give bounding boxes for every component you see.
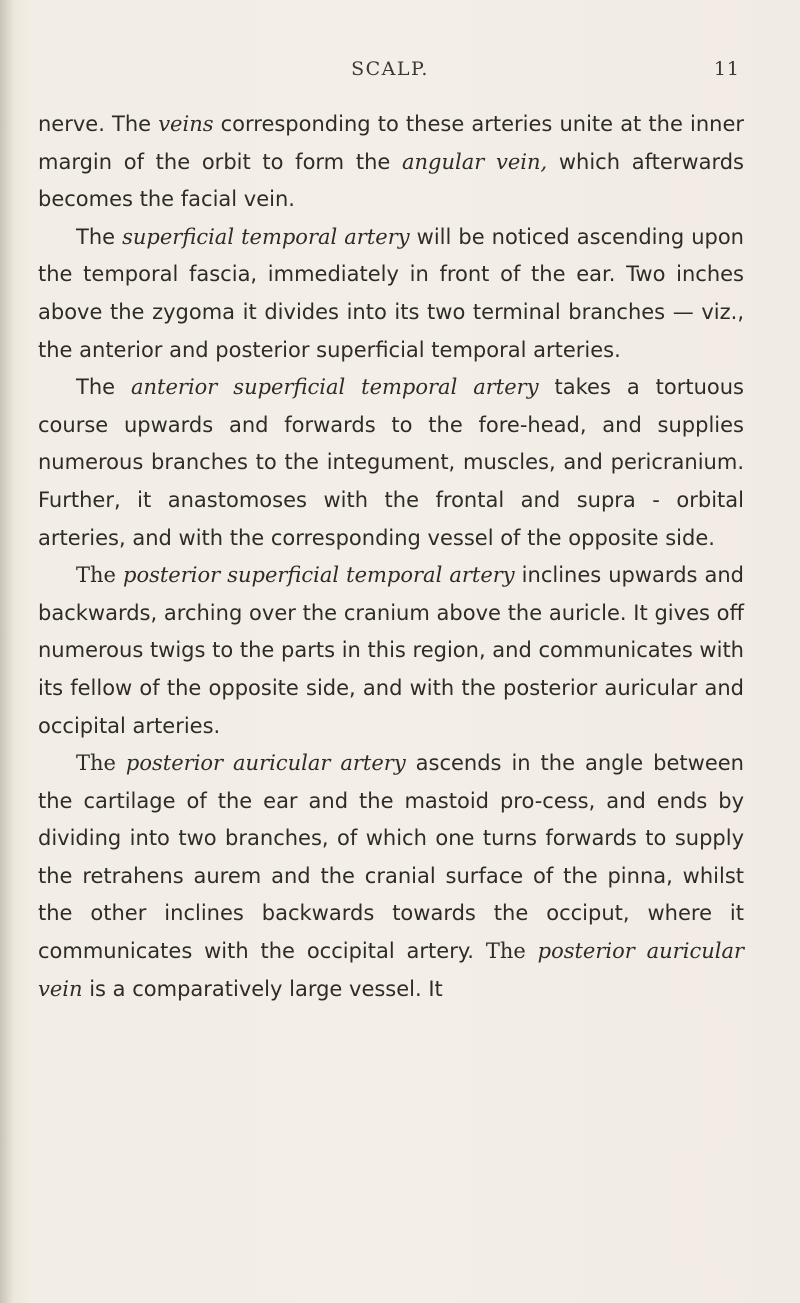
text-run: The [76, 224, 123, 249]
paragraph-5 [38, 745, 744, 1008]
text-run: which afterwards becomes the facial vein. [38, 149, 744, 212]
italic-term: angular vein, [401, 149, 548, 174]
paragraph-2 [38, 219, 744, 369]
text-run: inclines upwards and backwards, arching over the cranium above the auricle. It gives off numerous twigs to the parts in this region, and communicates with its fellow of the opposite side, and with the posterior auricular and occipital arteries. [38, 563, 744, 738]
text-run: ascends in the angle between the cartilage of the ear and the mastoid pro-cess, and ends by dividing into two branches, of which one turns forwards to supply the retrahens aurem and the cranial surface of the pinna, whilst the other inclines backwards towards the occiput, where it communicates with the occipital artery. [38, 751, 744, 964]
italic-term: posterior auricular vein [38, 939, 744, 1001]
text-run: takes a tortuous course upwards and forwards to the fore-head, and supplies numerous branches to the integument, muscles, and pericranium. Further, it anastomoses with the frontal and supra - orbital arteries, and with the corresponding vessel of the opposite side. [38, 375, 744, 550]
text-run: corresponding to these arteries unite at the inner margin of the orbit to form the [38, 112, 744, 174]
text-run: is a comparatively large vessel. It [82, 976, 443, 1001]
paragraph-1 [38, 106, 744, 219]
body-text [38, 106, 744, 1008]
text-run: nerve. The [38, 112, 159, 136]
page-header [40, 58, 740, 92]
binding-shadow [0, 0, 14, 1303]
italic-term: veins [158, 112, 214, 136]
text-run: The [76, 751, 126, 776]
paragraph-4 [38, 557, 744, 745]
italic-term: superficial temporal artery [122, 224, 410, 249]
text-run: The [76, 375, 131, 400]
text-run: The [76, 563, 123, 588]
text-run: The [485, 939, 538, 964]
page-number: 11 [713, 58, 740, 80]
running-title: SCALP. [351, 58, 429, 80]
italic-term: posterior auricular artery [125, 751, 406, 776]
italic-term: anterior superficial temporal artery [131, 375, 539, 400]
paragraph-3 [38, 369, 744, 557]
text-run: will be noticed ascending upon the temporal fascia, immediately in front of the ear. Two inches above the zygoma it divides into its two terminal branches — viz., the anterior and posterior superficial temporal arteries. [38, 224, 744, 362]
italic-term: posterior superficial temporal artery [123, 563, 515, 588]
